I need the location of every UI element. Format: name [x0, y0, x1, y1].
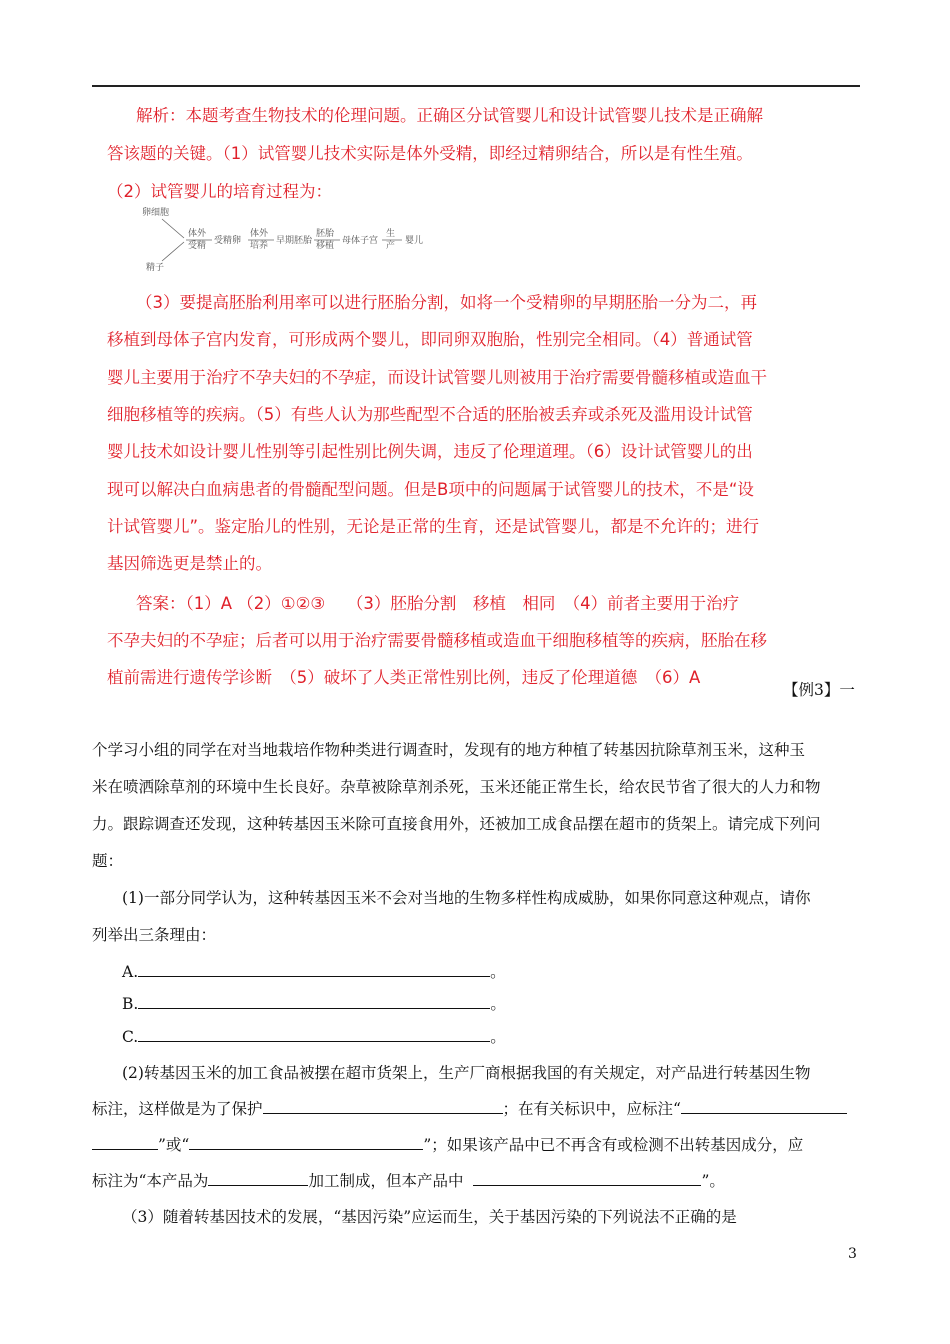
option-b-label: B.: [122, 995, 139, 1013]
analysis-line-11: 基因筛选更是禁止的。: [107, 554, 272, 573]
diagram-step2-bottom: 培养: [250, 241, 269, 251]
diagram-step3-top: 胚胎: [316, 229, 335, 239]
page-number: 3: [848, 1246, 857, 1262]
option-b-period: 。: [490, 995, 506, 1013]
diagram-early-embryo: 早期胚胎: [276, 236, 313, 246]
q3-line: （3）随着转基因技术的发展，“基因污染”应运而生，关于基因污染的下列说法不正确的是: [122, 1208, 737, 1226]
q2-blank-contains[interactable]: [473, 1171, 701, 1186]
option-a-period: 。: [490, 963, 506, 981]
q2-line-2: [92, 1097, 847, 1119]
option-c-blank[interactable]: [138, 1027, 490, 1042]
example-line-3: 力。跟踪调查还发现，这种转基因玉米除可直接食用外，还被加工成食品摆在超市的货架上。请完成下列问: [92, 815, 821, 833]
example-line-4: 题：: [92, 852, 124, 870]
ivf-process-diagram: [140, 205, 470, 273]
diagram-sperm: 精子: [146, 263, 165, 273]
option-b: [122, 992, 506, 1014]
q2-text-2a: 标注，这样做是为了保护: [92, 1100, 263, 1118]
answer-line-2: 不孕夫妇的不孕症；后者可以用于治疗需要骨髓移植或造血干细胞移植等的疾病，胚胎在移: [107, 631, 767, 650]
q2-text-3b: ”；如果该产品中已不再含有或检测不出转基因成分，应: [423, 1136, 804, 1154]
q2-blank-label-1a[interactable]: [681, 1099, 847, 1114]
analysis-line-3: （2）试管婴儿的培育过程为：: [107, 182, 332, 201]
q2-text-4c: ”。: [701, 1172, 725, 1190]
diagram-step1-bottom: 受精: [188, 241, 207, 251]
q2-blank-label-2[interactable]: [189, 1135, 423, 1150]
analysis-line-7: 细胞移植等的疾病。（5）有些人认为那些配型不合适的胚胎被丢弃或杀死及滥用设计试管: [107, 405, 753, 424]
example-line-1: 个学习小组的同学在对当地栽培作物种类进行调查时，发现有的地方种植了转基因抗除草剂玉米，这种玉: [92, 741, 806, 759]
diagram-baby: 婴儿: [405, 236, 424, 246]
q2-line-1: (2)转基因玉米的加工食品被摆在超市货架上，生产厂商根据我国的有关规定，对产品进行转基因生物: [122, 1064, 811, 1082]
example-line-2: 米在喷洒除草剂的环境中生长良好。杂草被除草剂杀死，玉米还能正常生长，给农民节省了很大的人力和物: [92, 778, 821, 796]
diagram-zygote: 受精卵: [214, 236, 242, 246]
q2-blank-protect[interactable]: [263, 1099, 503, 1114]
analysis-line-5: 移植到母体子宫内发育，可形成两个婴儿，即同卵双胞胎，性别完全相同。（4）普通试管: [107, 330, 753, 349]
analysis-line-8: 婴儿技术如设计婴儿性别等引起性别比例失调，违反了伦理道理。（6）设计试管婴儿的出: [107, 442, 753, 461]
diagram-step2-top: 体外: [250, 229, 269, 239]
option-a: [122, 960, 506, 982]
answer-line-3: 植前需进行遗传学诊断 （5）破坏了人类正常性别比例，违反了伦理道德 （6）A: [107, 668, 701, 687]
q2-blank-label-1b[interactable]: [92, 1135, 158, 1150]
analysis-line-1: 解析：本题考查生物技术的伦理问题。正确区分试管婴儿和设计试管婴儿技术是正确解: [136, 106, 763, 125]
q2-text-4b: 加工制成，但本产品中: [308, 1172, 464, 1190]
diagram-step4-bottom: 产: [386, 241, 396, 251]
diagram-step4-top: 生: [386, 229, 396, 239]
analysis-line-2: 答该题的关键。（1）试管婴儿技术实际是体外受精，即经过精卵结合，所以是有性生殖。: [107, 144, 753, 163]
q1-line-2: 列举出三条理由：: [92, 926, 217, 944]
q2-line-4: [92, 1169, 725, 1191]
q2-text-3a: ”或“: [158, 1136, 190, 1154]
option-c-period: 。: [490, 1028, 506, 1046]
option-a-blank[interactable]: [138, 962, 490, 977]
diagram-egg: 卵细胞: [142, 208, 170, 218]
q1-line-1: (1)一部分同学认为，这种转基因玉米不会对当地的生物多样性构成威胁，如果你同意这种观点，请你: [122, 889, 811, 907]
q2-line-3: [92, 1133, 803, 1155]
option-c: [122, 1025, 506, 1047]
q2-text-2b: ；在有关标识中，应标注“: [502, 1100, 681, 1118]
option-a-label: A.: [122, 963, 139, 981]
diagram-step1-top: 体外: [188, 229, 207, 239]
analysis-line-6: 婴儿主要用于治疗不孕夫妇的不孕症，而设计试管婴儿则被用于治疗需要骨髓移植或造血干: [107, 368, 767, 387]
option-c-label: C.: [122, 1028, 139, 1046]
analysis-line-10: 计试管婴儿”。鉴定胎儿的性别，无论是正常的生育，还是试管婴儿，都是不允许的；进行: [107, 517, 760, 536]
diagram-uterus: 母体子宫: [342, 236, 379, 246]
option-b-blank[interactable]: [138, 994, 490, 1009]
diagram-step3-bottom: 移植: [316, 241, 335, 251]
analysis-line-4: （3）要提高胚胎利用率可以进行胚胎分割，如将一个受精卵的早期胚胎一分为二，再: [136, 293, 757, 312]
header-rule: [92, 85, 860, 87]
analysis-line-9: 现可以解决白血病患者的骨髓配型问题。但是B项中的问题属于试管婴儿的技术，不是“设: [107, 480, 754, 499]
q2-text-4a: 标注为“本产品为: [92, 1172, 209, 1190]
answer-line-1: 答案：（1）A （2）①②③ （3）胚胎分割 移植 相同 （4）前者主要用于治疗: [136, 594, 740, 613]
example-tag: 【例3】一: [783, 681, 855, 699]
q2-blank-made-from[interactable]: [208, 1171, 308, 1186]
